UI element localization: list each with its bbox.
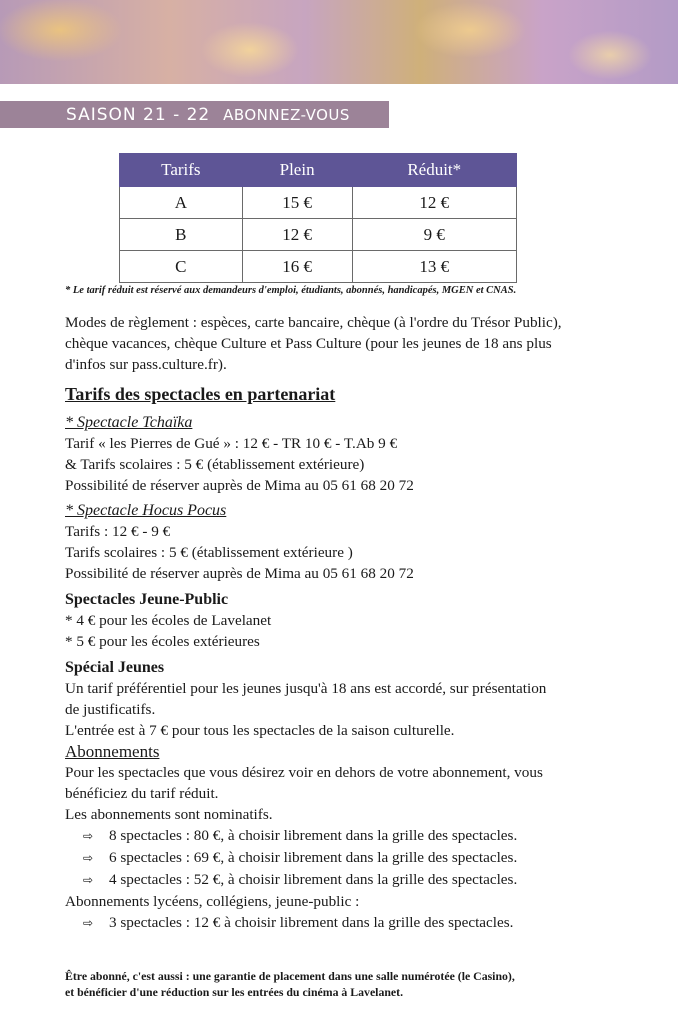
hocus-line: Tarifs scolaires : 5 € (établissement extérieure ) [65, 544, 353, 561]
footer-line: Être abonné, c'est aussi : une garantie de placement dans une salle numérotée (le Casino), [65, 969, 515, 983]
list-item [65, 912, 605, 934]
list-item [65, 847, 605, 869]
payment-line: Modes de règlement : espèces, carte bancaire, chèque (à l'ordre du Trésor Public), [65, 314, 562, 331]
pricing-table [119, 153, 517, 283]
list-item-text: 4 spectacles : 52 €, à choisir librement dans la grille des spectacles. [109, 871, 518, 888]
table-cell: B [120, 219, 243, 251]
table-cell: 12 € [242, 219, 352, 251]
reduced-rate-note: * Le tarif réduit est réservé aux demandeurs d'emploi, étudiants, abonnés, handicapés, MGEN et CNAS. [65, 285, 517, 296]
partner-heading: Tarifs des spectacles en partenariat [65, 384, 336, 404]
payment-line: chèque vacances, chèque Culture et Pass Culture (pour les jeunes de 18 ans plus [65, 335, 552, 352]
tchaika-line: Tarif « les Pierres de Gué » : 12 € - TR 10 € - T.Ab 9 € [65, 435, 398, 452]
list-item-text: 6 spectacles : 69 €, à choisir librement dans la grille des spectacles. [109, 849, 518, 866]
header-banner-image [0, 0, 678, 84]
arrow-right-icon: ⇨ [83, 851, 94, 865]
footer-note [65, 968, 625, 1000]
jeunes-line: de justificatifs. [65, 701, 156, 718]
table-cell: C [120, 251, 243, 283]
tchaika-line: Possibilité de réserver auprès de Mima au 05 61 68 20 72 [65, 477, 414, 494]
main-content [65, 312, 605, 934]
list-item [65, 825, 605, 847]
table-row [120, 251, 517, 283]
arrow-right-icon: ⇨ [83, 873, 94, 887]
arrow-right-icon: ⇨ [83, 916, 94, 930]
abonnements-heading: Abonnements [65, 742, 160, 761]
subscribe-title: ABONNEZ-VOUS [223, 105, 350, 124]
table-cell: 12 € [352, 187, 516, 219]
jeune-public-line: * 5 € pour les écoles extérieures [65, 633, 260, 650]
abonnements-line: bénéficiez du tarif réduit. [65, 785, 219, 802]
abonnements-line: Pour les spectacles que vous désirez voir en dehors de votre abonnement, vous [65, 764, 543, 781]
table-cell: 16 € [242, 251, 352, 283]
header-reduit: Réduit* [352, 154, 516, 187]
jeunes-line: L'entrée est à 7 € pour tous les spectacles de la saison culturelle. [65, 722, 455, 739]
jeune-public-heading: Spectacles Jeune-Public [65, 591, 229, 608]
abonnements-line: Les abonnements sont nominatifs. [65, 806, 273, 823]
list-item-text: 3 spectacles : 12 € à choisir librement dans la grille des spectacles. [109, 914, 514, 931]
payment-line: d'infos sur pass.culture.fr). [65, 356, 227, 373]
table-cell: 15 € [242, 187, 352, 219]
table-cell: 13 € [352, 251, 516, 283]
footer-line: et bénéficier d'une réduction sur les entrées du cinéma à Lavelanet. [65, 985, 404, 999]
list-item [65, 869, 605, 891]
jeune-public-line: * 4 € pour les écoles de Lavelanet [65, 612, 272, 629]
header-tarifs: Tarifs [120, 154, 243, 187]
arrow-right-icon: ⇨ [83, 829, 94, 843]
header-plein: Plein [242, 154, 352, 187]
season-header [0, 101, 389, 128]
table-row [120, 219, 517, 251]
table-cell: A [120, 187, 243, 219]
tchaika-heading: * Spectacle Tchaïka [65, 414, 193, 431]
jeunes-line: Un tarif préférentiel pour les jeunes jusqu'à 18 ans est accordé, sur présentation [65, 680, 547, 697]
table-row [120, 187, 517, 219]
table-header-row [120, 154, 517, 187]
hocus-line: Tarifs : 12 € - 9 € [65, 523, 171, 540]
season-title: SAISON 21 - 22 [66, 104, 211, 125]
table-cell: 9 € [352, 219, 516, 251]
list-item-text: 8 spectacles : 80 €, à choisir librement dans la grille des spectacles. [109, 827, 518, 844]
abonnements-lycee: Abonnements lycéens, collégiens, jeune-public : [65, 893, 360, 910]
hocus-line: Possibilité de réserver auprès de Mima au 05 61 68 20 72 [65, 565, 414, 582]
jeunes-heading: Spécial Jeunes [65, 659, 165, 676]
hocus-heading: * Spectacle Hocus Pocus [65, 502, 227, 519]
tchaika-line: & Tarifs scolaires : 5 € (établissement extérieure) [65, 456, 365, 473]
